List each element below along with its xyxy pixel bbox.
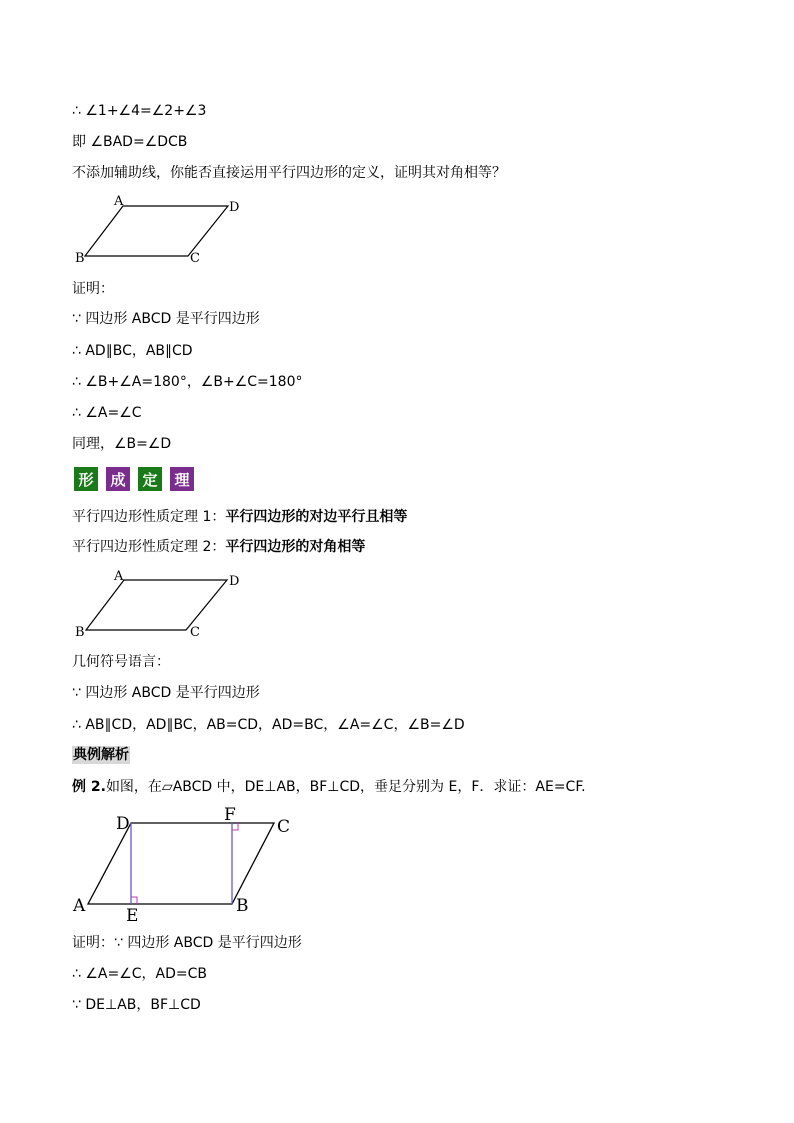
parallelogram-shape-1 [85, 206, 228, 256]
vertex-label-a: A [114, 194, 124, 209]
parallelogram-shape-2 [86, 580, 227, 630]
theorem-statement: 平行四边形的对边平行且相等 [225, 509, 408, 525]
point-label-f: F [224, 805, 236, 825]
theorem-2 [72, 538, 365, 556]
proof2-line-1: 证明：∵ 四边形 ABCD 是平行四边形 [72, 935, 302, 951]
vertex-label-c: C [277, 817, 291, 837]
proof2-line-2: ∴ ∠A=∠C，AD=CB [72, 966, 208, 982]
vertex-label-c: C [190, 251, 200, 266]
example-heading: 典例解析 [73, 747, 129, 763]
vertex-label-b: B [75, 625, 85, 640]
proof-line-6: 同理，∠B=∠D [72, 436, 172, 452]
section-badge: 理 [170, 467, 194, 491]
right-angle-mark-f [232, 823, 238, 830]
symbolic-line-1: 几何符号语言： [72, 654, 170, 670]
vertex-label-d: D [116, 814, 130, 834]
section-badge: 成 [106, 467, 130, 491]
proof-line-5: ∴ ∠A=∠C [72, 405, 142, 421]
theorem-label: 平行四边形性质定理 1： [72, 509, 226, 525]
section-badge: 定 [138, 467, 162, 491]
proof-line-1: 证明： [72, 281, 114, 297]
question-line: 不添加辅助线，你能否直接运用平行四边形的定义，证明其对角相等？ [72, 165, 506, 181]
example-label: 例 2. [72, 779, 106, 795]
section-badge: 形 [74, 467, 98, 491]
theorem-1 [72, 508, 407, 526]
proof-line-4: ∴ ∠B+∠A=180°，∠B+∠C=180° [72, 374, 303, 390]
example-text: 如图，在▱ABCD 中，DE⊥AB，BF⊥CD，垂足分别为 E，F．求证：AE=CF. [105, 779, 586, 795]
point-label-e: E [126, 906, 139, 926]
symbolic-line-2: ∵ 四边形 ABCD 是平行四边形 [72, 685, 260, 701]
theorem-label: 平行四边形性质定理 2： [72, 539, 226, 555]
vertex-label-d: D [229, 200, 240, 215]
vertex-label-c: C [190, 625, 200, 640]
vertex-label-b: B [75, 251, 85, 266]
proof2-line-3: ∵ DE⊥AB，BF⊥CD [72, 997, 201, 1013]
parallelogram-shape-3 [88, 823, 274, 904]
vertex-label-d: D [229, 574, 240, 589]
section-badges [74, 467, 194, 491]
text-line-1: ∴ ∠1+∠4=∠2+∠3 [72, 103, 207, 119]
text-line-2: 即 ∠BAD=∠DCB [72, 134, 188, 150]
vertex-label-a: A [73, 896, 86, 916]
vertex-label-a: A [114, 569, 124, 584]
proof-line-3: ∴ AD∥BC，AB∥CD [72, 343, 193, 359]
proof-line-2: ∵ 四边形 ABCD 是平行四边形 [72, 311, 260, 327]
symbolic-line-3: ∴ AB∥CD，AD∥BC，AB=CD，AD=BC，∠A=∠C，∠B=∠D [72, 717, 465, 733]
vertex-label-b: B [236, 896, 249, 916]
right-angle-mark-e [131, 897, 137, 904]
example-statement [72, 778, 586, 796]
theorem-statement: 平行四边形的对角相等 [225, 539, 366, 555]
